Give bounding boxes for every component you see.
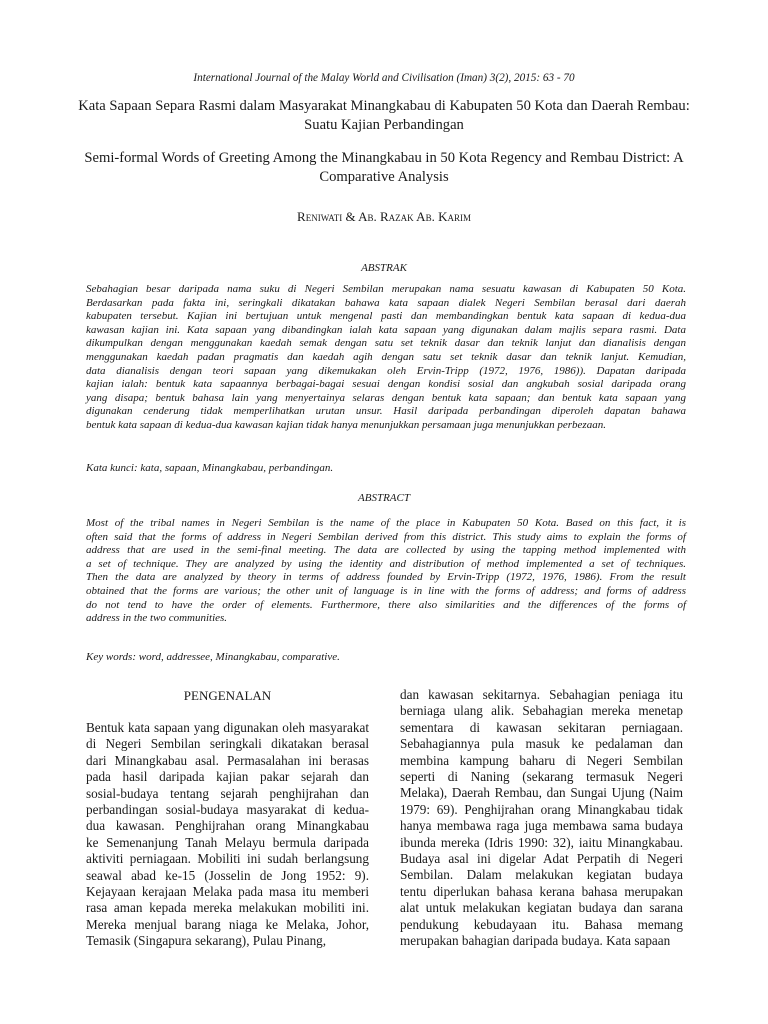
text-line: Kejayaan kerajaan Melaka pada masa itu memberi [86, 884, 369, 900]
kata-kunci: Kata kunci: kata, sapaan, Minangkabau, perbandingan. [86, 462, 334, 474]
text-line: do not tend to have the order of elements. Furthermore, there also similarities and the differences of the forms of [86, 598, 686, 611]
key-words: Key words: word, addressee, Minangkabau, comparative. [86, 651, 340, 663]
text-line: digunakan cenderung tidak memperlihatkan urutan unsur. Hasil daripada perbandingan diperoleh dapatan bahawa [86, 405, 686, 418]
text-line: tentu diperlukan bahasa kerana bahasa merupakan [400, 883, 683, 899]
text-line: hanya membawa raga juga membawa sama budaya [400, 818, 683, 834]
text-line: sementara di kawasan sekitaran perniagaan. [400, 719, 683, 735]
text-line: Budaya asal ini digelar Adat Perpatih di Negeri [400, 851, 683, 867]
authors: Reniwati & Ab. Razak Ab. Karim [297, 209, 471, 224]
text-line: ibunda mereka (Idris 1990: 32), iaitu Minangkabau. [400, 834, 683, 850]
text-line: address that are used in the semi-final meeting. The data are collected by using the tapping method implemented with [86, 544, 686, 557]
section-heading-pengenalan: PENGENALAN [183, 688, 272, 703]
abstrak-body [86, 283, 686, 433]
text-line: sosial-budaya tentang sejarah penghijrahan dan [86, 785, 369, 801]
abstrak-heading: ABSTRAK [361, 262, 407, 274]
text-line: seawal abad ke-15 (Josselin de Jong 1952: 9). [86, 867, 369, 883]
text-line: Melaka), Daerah Rembau, dan Sungai Ujung (Naim [400, 785, 683, 801]
text-line: berniaga ulang alik. Sebahagian mereka menetap [400, 703, 683, 719]
text-line: alat untuk melakukan kegiatan budaya dan sarana [400, 900, 683, 916]
text-line: Then the data are analyzed by theory in terms of address founded by Ervin-Tripp (1972, 1976, 1986). From the result [86, 571, 686, 584]
text-line: dari Minangkabau asal. Permasalahan ini berasas [86, 752, 369, 768]
text-line: kabupaten tersebut. Kajian ini bertujuan untuk mengenal pasti dan membandingkan bentuk kata sapaan di kedua-dua [86, 310, 686, 323]
text-line: rasa aman kepada mereka melakukan mobiliti ini. [86, 900, 369, 916]
text-line: Mereka menjual barang niaga ke Melaka, Johor, [86, 916, 369, 932]
abstract-heading: ABSTRACT [358, 492, 410, 504]
text-line: aktiviti perniagaan. Mobiliti ini sudah berlangsung [86, 851, 369, 867]
text-line: dikumpulkan dengan menggunakan kaedah semak dengan satu set teknik dasar dan teknik lanjut dan dianalisis dengan [86, 337, 686, 350]
text-line: data dianalisis dengan teori sapaan yang dikemukakan oleh Ervin-Tripp (1972, 1976, 1986)). Dapatan daripada [86, 364, 686, 377]
text-line: dua kawasan. Penghijrahan orang Minangkabau [86, 818, 369, 834]
text-line: Sembilan. Dalam melakukan kegiatan budaya [400, 867, 683, 883]
text-line: Temasik (Singapura sekarang), Pulau Pinang, [86, 933, 327, 949]
text-line: bentuk kata sapaan di kedua-dua kawasan kajian tidak hanya menunjukkan persamaan juga menunjukkan perbezaan. [86, 418, 606, 431]
text-line: Most of the tribal names in Negeri Sembilan is the name of the place in Kabupaten 50 Kota. Based on this fact, it is [86, 517, 686, 529]
text-line: dan kawasan sekitarnya. Sebahagian peniaga itu [400, 687, 683, 702]
text-line: kawasan kajian ini. Kata sapaan yang dibandingkan ialah kata sapaan yang digunakan dalam majlis separa rasmi. Data [86, 323, 686, 336]
text-line: seperti di Naning (sekarang termasuk Negeri [400, 769, 683, 785]
text-line: yang disapa; bentuk bahasa lain yang menyertainya selaras dengan bentuk kata sapaan; dan bentuk kata sapaan yang [86, 391, 686, 404]
title-english: Semi-formal Words of Greeting Among the Minangkabau in 50 Kota Regency and Rembau District: A Comparative Analysis [84, 150, 684, 185]
text-line: pendukung kebudayaan itu. Bahasa memang [400, 916, 683, 932]
text-line: often said that the forms of address in Negeri Sembilan derived from this district. This study aims to explain the forms of [86, 530, 686, 543]
text-line: merupakan bahagian daripada budaya. Kata sapaan [400, 933, 671, 949]
text-line: 1979: 69). Penghijrahan orang Minangkabau tidak [400, 801, 683, 817]
text-line: obtained that the forms are various; the other unit of language is in line with the forms of address; and forms of address [86, 584, 686, 597]
text-line: perbandingan sosial-budaya masyarakat di kedua- [86, 802, 369, 818]
text-line: pada hasil daripada kajian pakar sejarah dan [86, 769, 369, 785]
title-malay: Kata Sapaan Separa Rasmi dalam Masyarakat Minangkabau di Kabupaten 50 Kota dan Daerah Rembau: Suatu Kajian Perbandingan [78, 98, 690, 133]
text-line: a set of technique. They are analyzed by using the identity and distribution of method implemented a set of techniques. [86, 557, 686, 570]
text-line: ke Semenanjung Tanah Melayu bermula daripada [86, 834, 369, 850]
text-line: address in the two communities. [86, 612, 228, 625]
abstract-body [86, 517, 686, 626]
column-right [400, 687, 683, 950]
text-line: Berdasarkan pada fakta ini, seringkali dikatakan bahawa kata sapaan dialek Negeri Sembilan berasal dari daerah [86, 296, 686, 309]
text-line: Bentuk kata sapaan yang digunakan oleh masyarakat [86, 720, 369, 735]
text-line: kajian ialah: bentuk kata sapaannya berbagai-bagai sesuai dengan kondisi sosial dan angkubah sosial daripada orang [86, 378, 686, 391]
text-line: membina kampung baharu di Negeri Sembilan [400, 752, 683, 768]
column-left [86, 720, 369, 950]
text-line: Sebahagiannya pula masuk ke pedalaman dan [400, 736, 683, 752]
text-line: menggunakan kaedah padan pragmatis dan kaedah agih dengan satu set teknik dasar dan teknik lanjut. Kemudian, [86, 350, 686, 363]
text-line: Sebahagian besar daripada nama suku di Negeri Sembilan merupakan nama sesuatu kawasan di Kabupaten 50 Kota. [86, 283, 686, 295]
text-line: di Negeri Sembilan seringkali dikatakan berasal [86, 736, 369, 752]
running-head: International Journal of the Malay World and Civilisation (Iman) 3(2), 2015: 63 - 70 [193, 72, 575, 84]
